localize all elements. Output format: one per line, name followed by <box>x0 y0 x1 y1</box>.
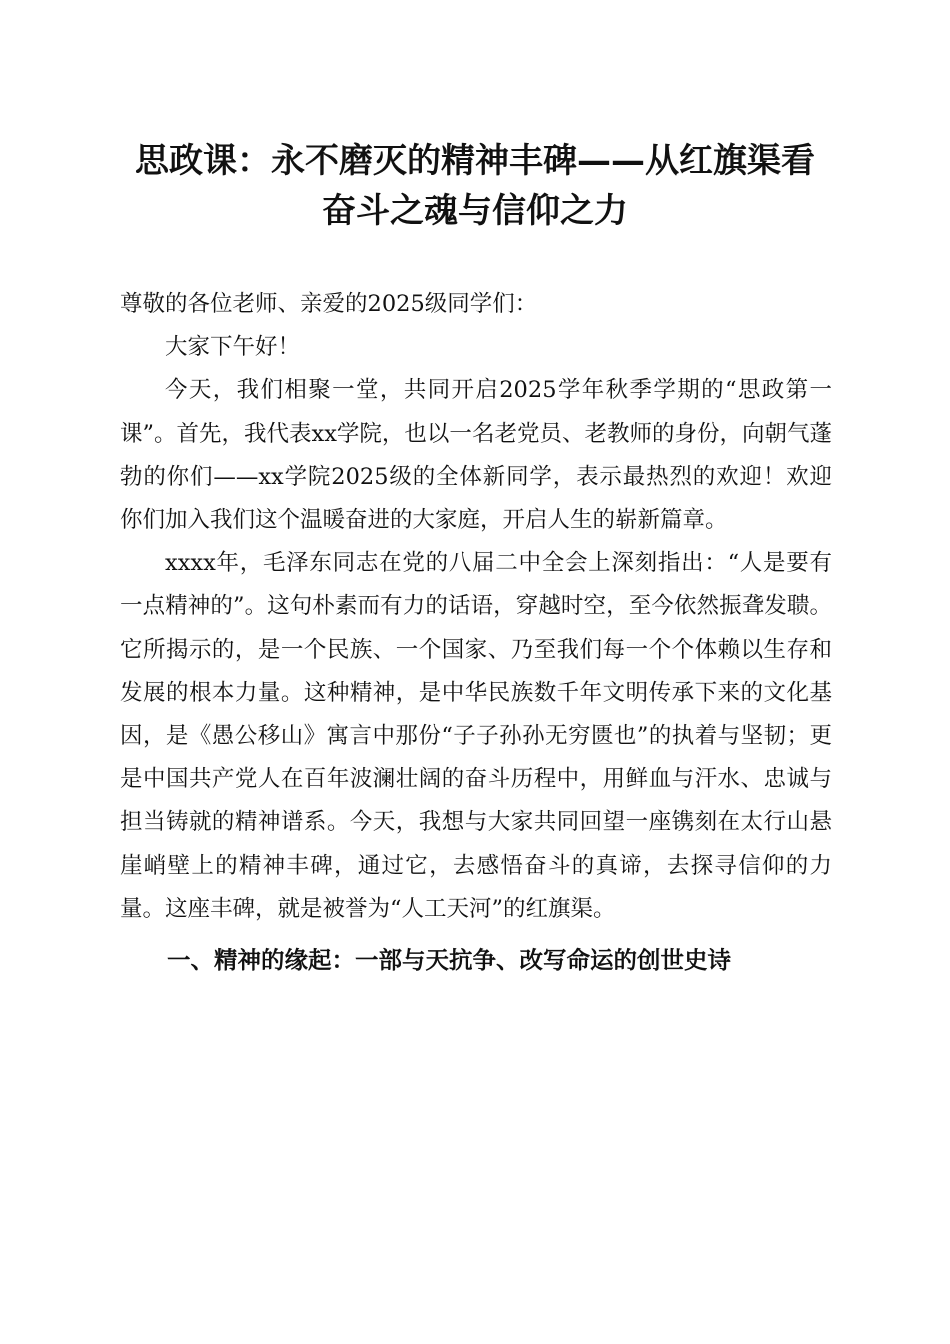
paragraph-spirit: xxxx年，毛泽东同志在党的八届二中全会上深刻指出：“人是要有一点精神的”。这句朴素而有力的话语，穿越时空，至今依然振聋发聩。它所揭示的，是一个民族、一个国家、乃至我们每一个个体赖以生存和发展的根本力量。这种精神，是中华民族数千年文明传承下来的文化基因，是《愚公移山》寓言中那份“子子孙孙无穷匮也”的执着与坚韧；更是中国共产党人在百年波澜壮阔的奋斗历程中，用鲜血与汗水、忠诚与担当铸就的精神谱系。今天，我想与大家共同回望一座镌刻在太行山悬崖峭壁上的精神丰碑，通过它，去感悟奋斗的真谛，去探寻信仰的力量。这座丰碑，就是被誉为“人工天河”的红旗渠。 <box>120 550 832 922</box>
document-body <box>120 283 832 982</box>
title-line-1: 思政课：永不磨灭的精神丰碑——从红旗渠看 <box>135 141 815 181</box>
title-line-2: 奋斗之魂与信仰之力 <box>322 191 628 231</box>
paragraph-welcome: 今天，我们相聚一堂，共同开启2025学年秋季学期的“思政第一课”。首先，我代表xx学院，也以一名老党员、老教师的身份，向朝气蓬勃的你们——xx学院2025级的全体新同学，表示最热烈的欢迎！欢迎你们加入我们这个温暖奋进的大家庭，开启人生的崭新篇章。 <box>120 377 832 534</box>
greeting: 大家下午好！ <box>165 334 301 361</box>
salutation: 尊敬的各位老师、亲爱的2025级同学们： <box>120 291 538 317</box>
document-title <box>90 136 860 236</box>
section-heading: 一、精神的缘起：一部与天抗争、改写命运的创世史诗 <box>167 946 731 975</box>
